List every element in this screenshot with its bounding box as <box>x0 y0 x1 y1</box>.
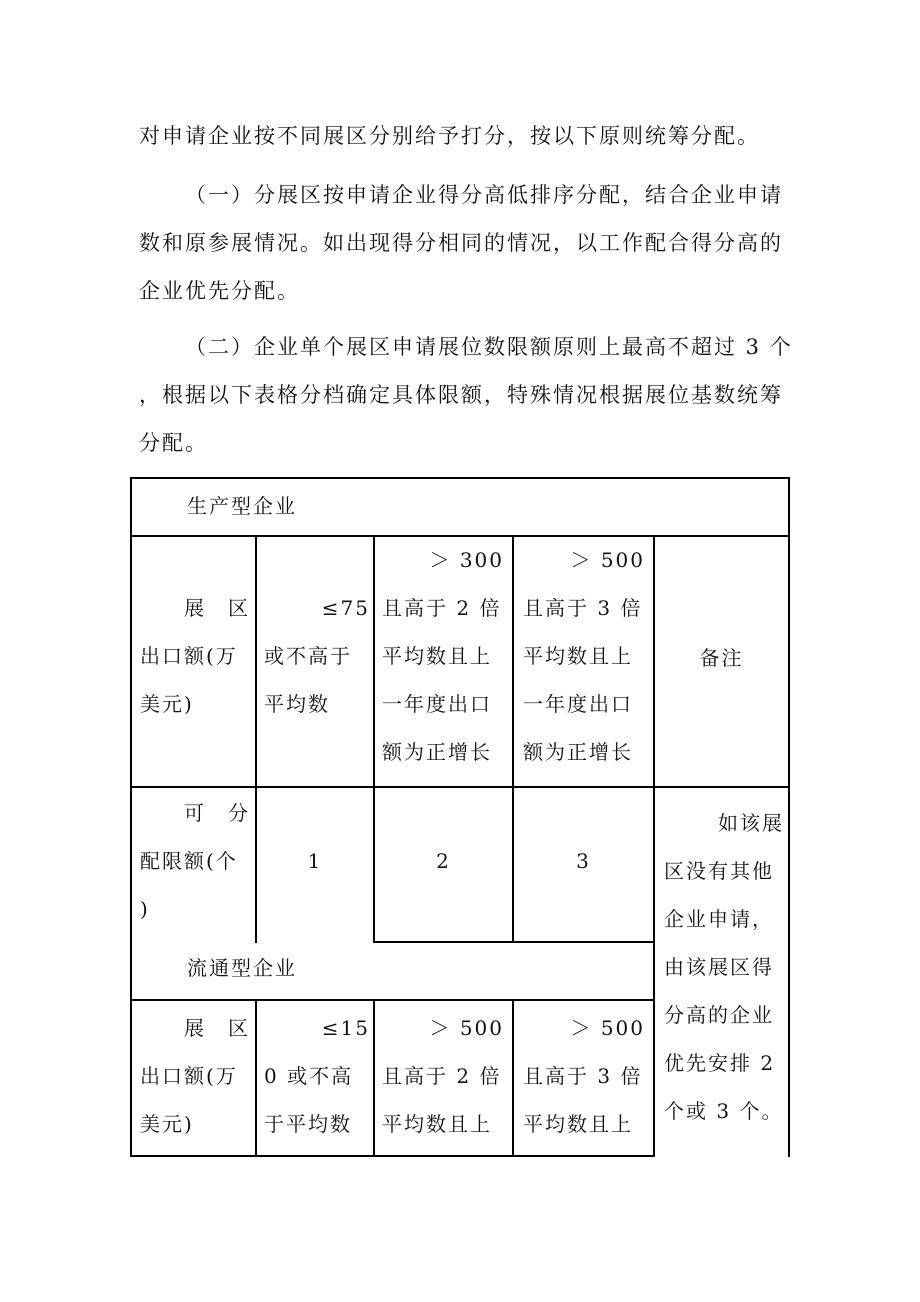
header-tier-mid <box>382 536 504 776</box>
table-border <box>130 1155 655 1157</box>
cell-line: 展 区 <box>184 596 250 620</box>
quota-label <box>140 789 250 933</box>
cell-line: ＞ 300 <box>429 548 504 572</box>
paragraph-line: （一）分展区按申请企业得分高低排序分配，结合企业申请 <box>185 183 783 207</box>
table-border <box>373 941 655 943</box>
cell-line: 平均数且上 <box>382 1112 492 1136</box>
header2-exhibit-area <box>140 1004 250 1148</box>
cell-line: 分高的企业 <box>664 1003 774 1027</box>
cell-line: 如该展 <box>718 811 784 835</box>
table-border <box>130 786 790 788</box>
paragraph-1 <box>139 112 789 160</box>
cell-line: 可 分 <box>184 801 250 825</box>
paragraph-3 <box>139 323 793 467</box>
allocation-table <box>130 477 790 1157</box>
cell-line: 美元) <box>140 692 194 716</box>
table-border <box>788 477 790 1157</box>
cell-line: 且高于 3 倍 <box>523 1064 643 1088</box>
cell-line: 或不高于 <box>264 644 352 668</box>
paragraph-line: ，根据以下表格分档确定具体限额，特殊情况根据展位基数统筹 <box>139 383 783 407</box>
table-border <box>255 999 257 1157</box>
cell-line: ) <box>140 897 150 921</box>
cell-line: 展 区 <box>184 1016 250 1040</box>
cell-line: 一年度出口 <box>382 692 492 716</box>
paragraph-2 <box>139 171 789 315</box>
paragraph-line: 对申请企业按不同展区分别给予打分，按以下原则统筹分配。 <box>139 124 760 148</box>
paragraph-line: 数和原参展情况。如出现得分相同的情况，以工作配合得分高的 <box>139 231 783 255</box>
cell-line: 额为正增长 <box>382 740 492 764</box>
section-title-distribution: 流通型企业 <box>187 956 297 980</box>
cell-line: 且高于 2 倍 <box>382 596 502 620</box>
cell-line: 区没有其他 <box>664 859 774 883</box>
cell-line: ＞ 500 <box>570 548 645 572</box>
cell-line: 由该展区得 <box>664 955 774 979</box>
header-tier-low <box>264 584 370 728</box>
cell-line: 企业申请， <box>664 907 774 931</box>
table-border <box>130 477 132 1157</box>
header2-tier-low <box>264 1004 370 1148</box>
paragraph-line: （二）企业单个展区申请展位数限额原则上最高不超过 3 个 <box>185 335 793 359</box>
paragraph-line: 分配。 <box>139 431 208 455</box>
section-title-production: 生产型企业 <box>187 494 297 518</box>
quota-value-mid: 2 <box>436 849 451 873</box>
cell-line: 平均数 <box>264 692 330 716</box>
cell-line: 出口额(万 <box>140 644 238 668</box>
cell-line: 且高于 3 倍 <box>523 596 643 620</box>
cell-line: 一年度出口 <box>523 692 633 716</box>
quota-value-low: 1 <box>307 849 323 873</box>
cell-line: ＞ 500 <box>429 1016 504 1040</box>
header2-tier-high <box>523 1004 645 1148</box>
cell-line: 个或 3 个。 <box>664 1099 784 1123</box>
cell-line: 额为正增长 <box>523 740 633 764</box>
table-border <box>373 999 375 1157</box>
cell-line: ＞ 500 <box>570 1016 645 1040</box>
cell-line: ≤75 <box>321 596 370 620</box>
header-tier-high <box>523 536 645 776</box>
header-exhibit-area <box>140 584 250 728</box>
cell-line: 平均数且上 <box>523 644 633 668</box>
cell-line: 出口额(万 <box>140 1064 238 1088</box>
table-border <box>130 999 655 1001</box>
table-border <box>130 477 790 479</box>
cell-line: 美元) <box>140 1112 194 1136</box>
cell-line: 且高于 2 倍 <box>382 1064 502 1088</box>
paragraph-line: 企业优先分配。 <box>139 279 300 303</box>
cell-line: ≤15 <box>321 1016 370 1040</box>
quota-value-high: 3 <box>576 849 591 873</box>
table-border <box>512 999 514 1157</box>
cell-line: 配限额(个 <box>140 849 238 873</box>
table-border <box>653 535 655 1157</box>
cell-line: 于平均数 <box>264 1112 352 1136</box>
cell-line: 优先安排 2 <box>664 1051 776 1075</box>
header-remark: 备注 <box>699 646 744 670</box>
header2-tier-mid <box>382 1004 504 1148</box>
cell-line: 0 或不高 <box>264 1064 354 1088</box>
remark-text <box>664 799 784 1135</box>
cell-line: 平均数且上 <box>382 644 492 668</box>
cell-line: 平均数且上 <box>523 1112 633 1136</box>
